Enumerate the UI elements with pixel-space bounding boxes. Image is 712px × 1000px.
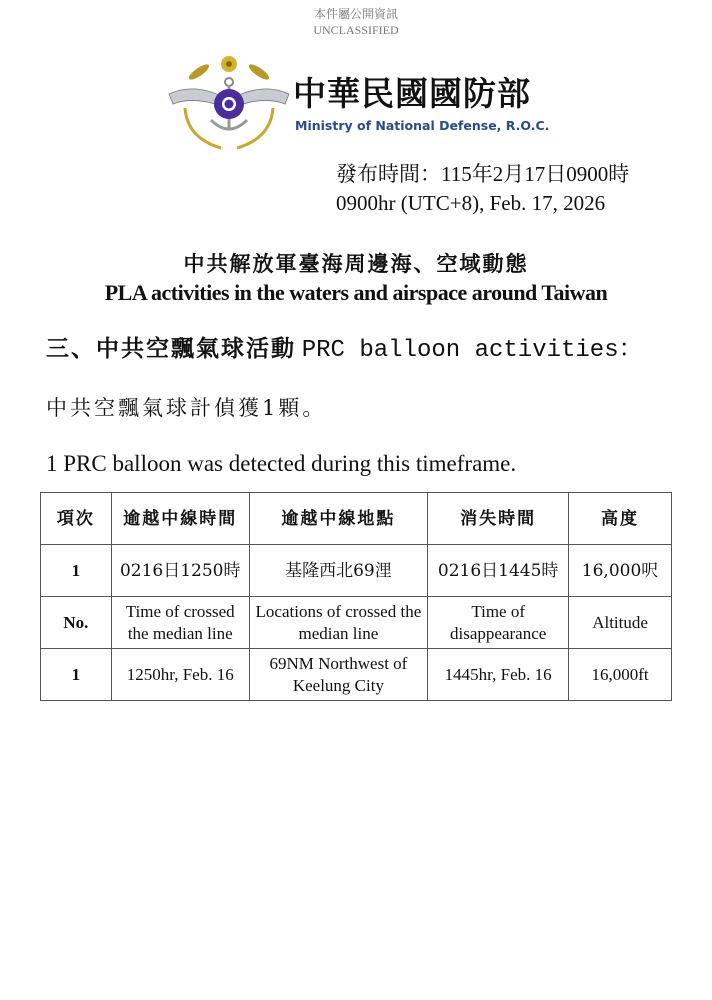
table-cell: 16,000ft [569, 649, 672, 701]
classification-marking [0, 6, 712, 38]
section-heading-en: PRC balloon activities： [301, 337, 643, 364]
ministry-logo [165, 52, 565, 152]
table-row-en [41, 649, 672, 701]
table-header-cell: Altitude [569, 597, 672, 649]
table-cell: 69NM Northwest of Keelung City [249, 649, 428, 701]
title-en: PLA activities in the waters and airspace around Taiwan [104, 280, 608, 305]
table-cell: 16,000呎 [569, 545, 672, 597]
table-header-row-en [41, 597, 672, 649]
table-cell: 0216日1250時 [111, 545, 249, 597]
classification-en: UNCLASSIFIED [313, 23, 399, 37]
table-header-cell: 高度 [569, 493, 672, 545]
table-cell: 1445hr, Feb. 16 [428, 649, 569, 701]
release-time-en: 0900hr (UTC+8), Feb. 17, 2026 [336, 191, 606, 215]
table-header-cell: No. [41, 597, 112, 649]
section-heading-cn: 三、中共空飄氣球活動 [46, 335, 296, 362]
release-time [336, 160, 629, 218]
table-header-cell: 逾越中線地點 [249, 493, 428, 545]
table-cell: 0216日1445時 [428, 545, 569, 597]
table-header-cell: 逾越中線時間 [111, 493, 249, 545]
table-row-cn [41, 545, 672, 597]
table-header-row-cn [41, 493, 672, 545]
document-title [0, 250, 712, 308]
section-heading [46, 333, 643, 367]
classification-cn: 本件屬公開資訊 [313, 7, 398, 21]
table-cell: 1 [41, 649, 112, 701]
table-header-cell: 項次 [41, 493, 112, 545]
balloon-activity-table [40, 492, 672, 701]
org-name-cn: 中華民國國防部 [293, 74, 531, 113]
table-cell: 基隆西北69浬 [249, 545, 428, 597]
table-header-cell: Time of disappearance [428, 597, 569, 649]
table-header-cell: 消失時間 [428, 493, 569, 545]
mnd-emblem-icon [165, 52, 293, 152]
table-cell: 1250hr, Feb. 16 [111, 649, 249, 701]
table-cell: 1 [41, 545, 112, 597]
title-cn: 中共解放軍臺海周邊海、空域動態 [183, 251, 529, 276]
summary-cn: 中共空飄氣球計偵獲1顆。 [46, 396, 327, 420]
summary-en: 1 PRC balloon was detected during this timeframe. [46, 451, 517, 476]
org-name-en: Ministry of National Defense, R.O.C. [295, 118, 550, 133]
table-header-cell: Locations of crossed the median line [249, 597, 428, 649]
release-time-cn: 發布時間：115年2月17日0900時 [336, 162, 630, 186]
table-header-cell: Time of crossed the median line [111, 597, 249, 649]
